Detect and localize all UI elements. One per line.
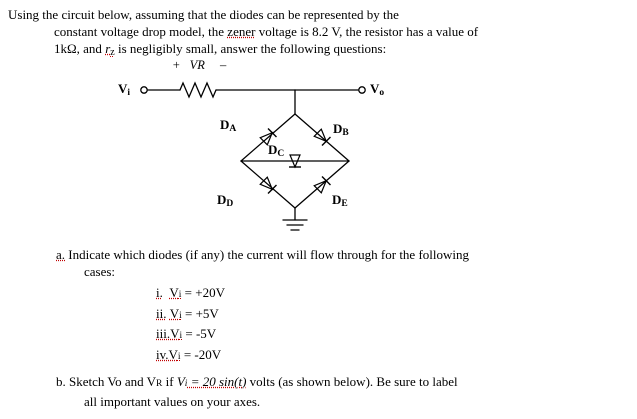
part-a-marker: a. — [56, 247, 66, 262]
vi-symbol: V — [118, 81, 128, 96]
intro-line-3-part-b: is negligibly small, answer the following questions: — [114, 41, 387, 56]
terminal-vi — [141, 87, 147, 93]
case-item-ii — [156, 305, 225, 326]
terminal-vo — [359, 87, 365, 93]
case-iii-value: = -5V — [182, 326, 217, 341]
part-b-block — [56, 373, 626, 410]
zener-word: zener — [227, 24, 256, 39]
case-i-numeral: i. — [156, 285, 163, 300]
de-symbol: D — [332, 192, 342, 207]
vo-symbol: V — [370, 81, 380, 96]
branch-dd — [241, 161, 295, 208]
part-b-line-1-c: volts (as shown below). Be sure to label — [246, 374, 458, 389]
rz-subscript: z — [110, 47, 115, 58]
case-ii-symbol: V — [169, 305, 180, 321]
case-i-subscript: i — [178, 290, 182, 300]
intro-line-2-part-b: voltage is 8.2 V, the resistor has a value of — [255, 24, 479, 39]
intro-line-2 — [8, 23, 623, 40]
part-b-line-2: all important values on your axes. — [84, 394, 261, 409]
case-item-iii — [156, 325, 225, 346]
vr-minus: – — [219, 58, 227, 72]
case-iv-numeral: iv. — [156, 346, 169, 362]
case-ii-value: = +5V — [181, 305, 219, 321]
part-b-vr-subscript: R — [156, 379, 163, 389]
case-item-i — [156, 284, 225, 305]
dc-symbol: D — [268, 142, 278, 157]
vr-subscript: R — [197, 58, 205, 72]
part-a-cases — [156, 284, 225, 366]
case-iv-value: = -20V — [180, 346, 222, 362]
case-iv-subscript: i — [177, 351, 181, 362]
circuit-diagram — [118, 58, 480, 238]
dd-subscript: D — [226, 199, 234, 209]
vi-label — [118, 81, 130, 98]
case-i-value: = +20V — [181, 285, 225, 300]
intro-line-3-part-a: 1kΩ, and — [54, 41, 106, 56]
vr-symbol: V — [189, 58, 198, 72]
dc-subscript: C — [277, 149, 285, 159]
vo-label — [370, 81, 384, 98]
part-b-vi-subscript: i — [184, 379, 188, 389]
intro-line-2-part-a: constant voltage drop model, the — [54, 24, 228, 39]
intro-paragraph — [8, 6, 623, 61]
case-i-symbol: V — [169, 285, 179, 300]
case-ii-numeral: ii. — [156, 305, 167, 321]
case-ii-subscript: i — [179, 310, 182, 321]
circuit-svg — [120, 68, 480, 238]
part-b-equation: = 20 sin(t) — [187, 374, 247, 389]
part-a-block — [56, 246, 616, 280]
intro-line-3 — [8, 40, 623, 61]
resistor-symbol — [180, 83, 216, 97]
case-iii-symbol: V — [170, 326, 180, 341]
dd-symbol: D — [217, 192, 227, 207]
part-a-line-2: cases: — [84, 264, 116, 279]
dd-label — [217, 192, 233, 209]
db-label — [333, 121, 349, 138]
de-subscript: E — [341, 199, 348, 209]
vi-subscript: i — [127, 88, 131, 98]
da-symbol: D — [220, 117, 230, 132]
part-a-line-1: Indicate which diodes (if any) the current will flow through for the following — [65, 247, 470, 262]
de-label — [332, 192, 348, 209]
case-iii-subscript: i — [179, 331, 183, 341]
part-b-marker: b. — [56, 374, 66, 389]
part-b-line-1-b: if — [162, 374, 177, 389]
dc-label — [268, 142, 284, 159]
vr-label-group — [172, 58, 226, 73]
da-subscript: A — [229, 124, 237, 134]
case-iv-symbol: V — [168, 346, 178, 362]
da-label — [220, 117, 236, 134]
case-iii-numeral: iii. — [156, 326, 171, 341]
db-symbol: D — [333, 121, 343, 136]
part-b-line-1-a: Sketch Vo and V — [65, 374, 157, 389]
vr-plus: + — [172, 58, 181, 72]
case-item-iv — [156, 346, 225, 367]
part-b-vi-symbol: V — [176, 374, 185, 389]
intro-line-1: Using the circuit below, assuming that the diodes can be represented by the — [8, 7, 399, 22]
db-subscript: B — [342, 128, 349, 138]
rz-symbol: r — [105, 41, 111, 56]
vo-subscript: o — [379, 88, 385, 98]
